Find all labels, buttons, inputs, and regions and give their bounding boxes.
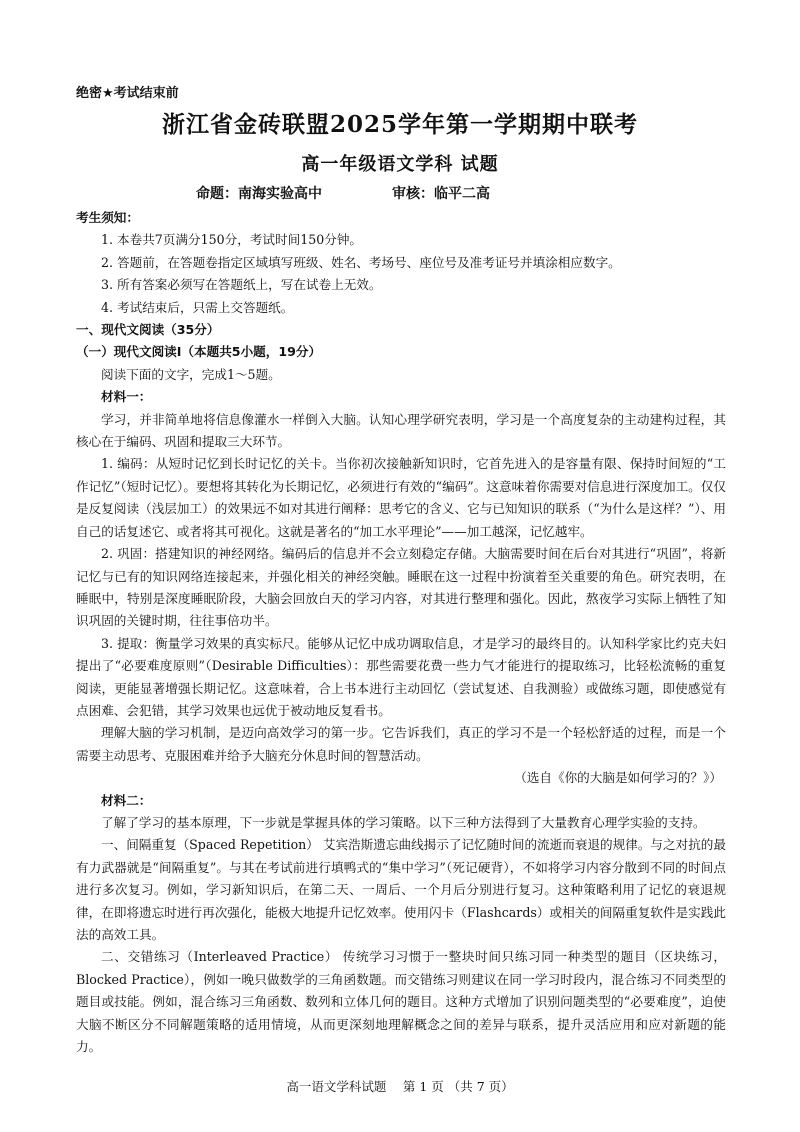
material-paragraph: 1. 编码：从短时记忆到长时记忆的关卡。当你初次接触新知识时，它首先进入的是容量有限、保持时间短的“工作记忆”（短时记忆）。要想将其转化为长期记忆，必须进行有效的“编码”。这意味着你需要对信息进行深度加工。仅仅是反复阅读（浅层加工）的效果远不如对其进行阐释：思考它的含义、它与已知知识的联系（“为什么是这样？”）、用自己的话复述它、或者将其可视化。这就是著名的“加工水平理论”——加工越深，记忆越牢。 (76, 456, 726, 539)
exam-subtitle: 高一年级语文学科 试题 (301, 154, 499, 175)
material-paragraph: 理解大脑的学习机制，是迈向高效学习的第一步。它告诉我们，真正的学习不是一个轻松舒适的过程，而是一个需要主动思考、克服困难并给予大脑充分休息时间的智慧活动。 (76, 725, 726, 763)
material-paragraph: 二、交错练习（Interleaved Practice） 传统学习习惯于一整块时间只练习同一种类型的题目（区块练习，Blocked Practice），例如一晚只做数学的三角函数题。而交错练习则建议在同一学习时段内，混合练习不同类型的题目或技能。例如，混合练习三角函数、数列和立体几何的题目。这种方式增加了识别问题类型的“必要难度”，迫使大脑不断区分不同解题策略的适用情境，从而更深刻地理解概念之间的差异与联系，提升灵活应用和应对新题的能力。 (76, 949, 726, 1055)
notice-item: 2. 答题前，在答题卷指定区域填写班级、姓名、考场号、座位号及准考证号并填涂相应数字。 (101, 254, 621, 270)
exam-title: 浙江省金砖联盟2025学年第一学期期中联考 (161, 111, 638, 138)
reviewer-school: 审核：临平二高 (392, 186, 490, 202)
material-label: 材料二： (101, 792, 152, 808)
material-label: 材料一： (101, 389, 152, 405)
exam-body (76, 207, 726, 1058)
material-paragraph: 了解了学习的基本原理，下一步就是掌握具体的学习策略。以下三种方法得到了大量教育心理学实验的支持。 (101, 814, 706, 830)
exam-credits (196, 183, 490, 203)
confidential-mark: 绝密★考试结束前 (76, 86, 179, 101)
material-paragraph: 2. 巩固：搭建知识的神经网络。编码后的信息并不会立刻稳定存储。大脑需要时间在后台对其进行“巩固”，将新记忆与已有的知识网络连接起来，并强化相关的神经突触。睡眠在这一过程中扮演着至关重要的角色。研究表明，在睡眠中，特别是深度睡眠阶段，大脑会回放白天的学习内容，对其进行整理和强化。因此，熬夜学习实际上牺牲了知识巩固的关键时期，往往事倍功半。 (76, 546, 726, 629)
author-school: 命题：南海实验高中 (196, 186, 322, 202)
part-heading: （一）现代文阅读Ⅰ（本题共5小题，19分） (76, 344, 322, 360)
material-paragraph: 一、间隔重复（Spaced Repetition） 艾宾浩斯遗忘曲线揭示了记忆随时间的流逝而衰退的规律。与之对抗的最有力武器就是“间隔重复”。与其在考试前进行填鸭式的“集中学习”（死记硬背），不如将学习内容分散到不同的时间点进行多次复习。例如，学习新知识后，在第二天、一周后、一个月后分别进行复习。这种策略利用了记忆的衰退规律，在即将遗忘时进行再次强化，能极大地提升记忆效率。使用闪卡（Flashcards）或相关的间隔重复软件是实践此法的高效工具。 (76, 837, 726, 942)
material-paragraph: 3. 提取：衡量学习效果的真实标尺。能够从记忆中成功调取信息，才是学习的最终目的。认知科学家比约克夫妇提出了“必要难度原则”（Desirable Difficulties）：那些需要花费一些力气才能进行的提取练习，比轻松流畅的重复阅读，更能显著增强长期记忆。这意味着，合上书本进行主动回忆（尝试复述、自我测验）或做练习题，即使感觉有点困难、会犯错，其学习效果也远优于被动地反复看书。 (76, 635, 726, 718)
notice-item: 1. 本卷共7页满分150分，考试时间150分钟。 (101, 232, 363, 248)
notice-heading: 考生须知： (76, 210, 139, 225)
notice-item: 3. 所有答案必须写在答题纸上，写在试卷上无效。 (101, 277, 382, 293)
material-source: （选自《你的大脑是如何学习的？》） (514, 770, 722, 786)
section-heading: 一、现代文阅读（35分） (76, 322, 220, 338)
page-footer: 高一语文学科试题 第 1 页 （共 7 页） (286, 1079, 514, 1094)
notice-item: 4. 考试结束后，只需上交答题纸。 (101, 299, 294, 315)
material-paragraph: 学习，并非简单地将信息像灌水一样倒入大脑。认知心理学研究表明，学习是一个高度复杂的主动建构过程，其核心在于编码、巩固和提取三大环节。 (76, 411, 726, 450)
reading-instruction: 阅读下面的文字，完成1～5题。 (101, 366, 281, 382)
